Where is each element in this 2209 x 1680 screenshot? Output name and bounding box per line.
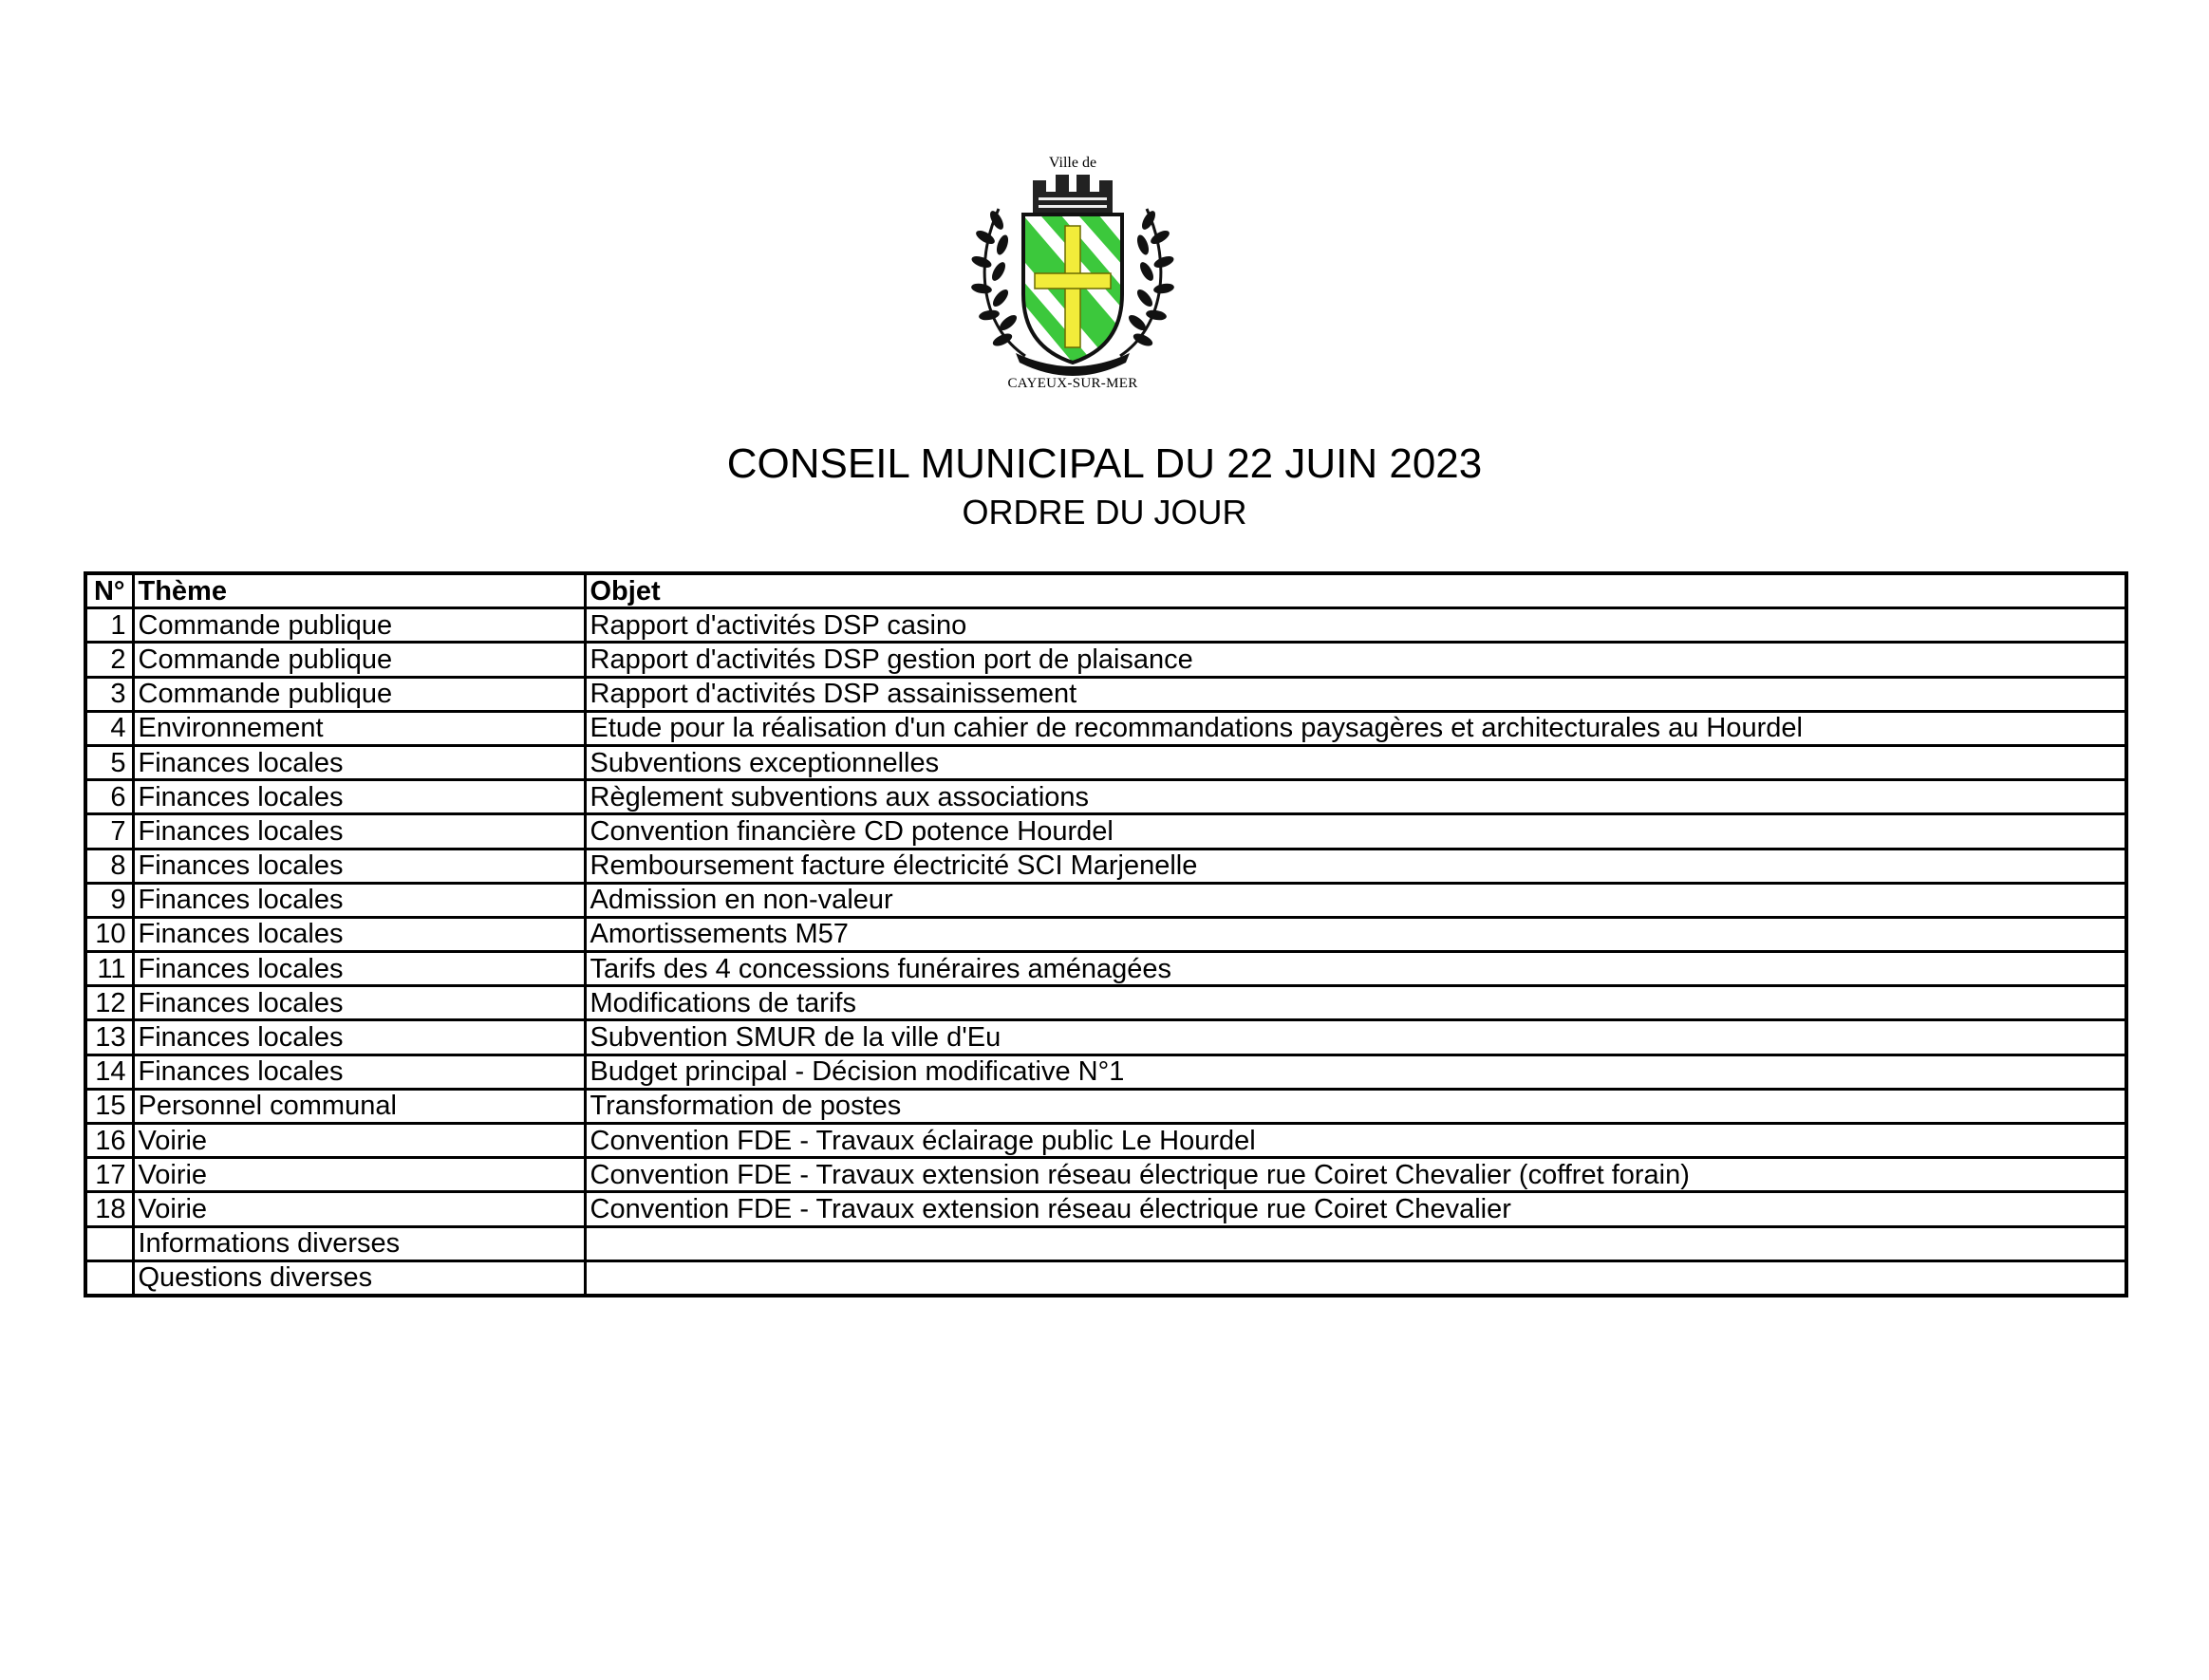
table-row [85,780,2126,814]
table-header-row [85,573,2126,608]
row-number-cell: 13 [85,1020,133,1055]
laurel-left-icon [984,209,1025,356]
laurel-right-leaves [1126,209,1175,348]
row-number-cell: 6 [85,780,133,814]
row-objet-cell: Règlement subventions aux associations [585,780,2126,814]
row-objet-cell: Admission en non-valeur [585,883,2126,917]
row-number-cell: 17 [85,1158,133,1192]
row-number-cell: 5 [85,745,133,779]
row-theme-cell: Voirie [133,1124,585,1158]
row-number-cell: 11 [85,952,133,986]
row-objet-cell: Tarifs des 4 concessions funéraires aménagées [585,952,2126,986]
row-objet-cell: Convention FDE - Travaux éclairage public Le Hourdel [585,1124,2126,1158]
row-objet-cell: Budget principal - Décision modificative N°1 [585,1055,2126,1089]
row-theme-cell: Finances locales [133,1055,585,1089]
table-row [85,849,2126,883]
row-theme-cell: Finances locales [133,883,585,917]
row-number-cell: 10 [85,917,133,951]
column-header-num: N° [85,573,133,608]
row-theme-cell: Finances locales [133,986,585,1020]
table-row [85,1192,2126,1226]
table-row [85,986,2126,1020]
column-header-theme: Thème [133,573,585,608]
row-theme-cell: Commande publique [133,677,585,711]
row-theme-cell: Finances locales [133,1020,585,1055]
row-number-cell [85,1226,133,1260]
row-objet-cell [585,1260,2126,1296]
table-row [85,608,2126,643]
table-row [85,1020,2126,1055]
row-objet-cell: Etude pour la réalisation d'un cahier de recommandations paysagères et architecturales au Hourdel [585,711,2126,745]
row-objet-cell: Convention FDE - Travaux extension réseau électrique rue Coiret Chevalier [585,1192,2126,1226]
row-objet-cell [585,1226,2126,1260]
row-number-cell: 9 [85,883,133,917]
table-row [85,917,2126,951]
row-objet-cell: Subventions exceptionnelles [585,745,2126,779]
table-row [85,1089,2126,1123]
row-number-cell: 12 [85,986,133,1020]
row-number-cell: 8 [85,849,133,883]
row-objet-cell: Rapport d'activités DSP casino [585,608,2126,643]
row-number-cell: 4 [85,711,133,745]
row-theme-cell: Environnement [133,711,585,745]
table-row [85,643,2126,677]
row-objet-cell: Convention FDE - Travaux extension réseau électrique rue Coiret Chevalier (coffret forain) [585,1158,2126,1192]
table-row [85,952,2126,986]
row-objet-cell: Modifications de tarifs [585,986,2126,1020]
row-number-cell: 1 [85,608,133,643]
table-row [85,1260,2126,1296]
row-theme-cell: Commande publique [133,643,585,677]
row-theme-cell: Voirie [133,1192,585,1226]
column-header-objet: Objet [585,573,2126,608]
shield-icon [997,209,1132,370]
row-number-cell: 18 [85,1192,133,1226]
table-row [85,677,2126,711]
row-theme-cell: Commande publique [133,608,585,643]
row-objet-cell: Subvention SMUR de la ville d'Eu [585,1020,2126,1055]
agenda-table-body [85,608,2126,1296]
table-row [85,745,2126,779]
table-row [85,1158,2126,1192]
page-subtitle: ORDRE DU JOUR [962,493,1247,532]
row-objet-cell: Transformation de postes [585,1089,2126,1123]
row-number-cell: 16 [85,1124,133,1158]
table-row [85,814,2126,849]
row-theme-cell: Finances locales [133,849,585,883]
row-theme-cell: Questions diverses [133,1260,585,1296]
row-objet-cell: Rapport d'activités DSP gestion port de plaisance [585,643,2126,677]
table-row [85,1226,2126,1260]
row-number-cell: 3 [85,677,133,711]
row-theme-cell: Voirie [133,1158,585,1192]
crest-top-text: Ville de [1048,155,1097,171]
row-theme-cell: Informations diverses [133,1226,585,1260]
row-number-cell: 14 [85,1055,133,1089]
laurel-right-icon [1120,209,1161,356]
row-theme-cell: Finances locales [133,780,585,814]
page-title: CONSEIL MUNICIPAL DU 22 JUIN 2023 [726,440,1483,487]
coat-of-arms-logo [959,152,1187,399]
row-theme-cell: Finances locales [133,952,585,986]
row-number-cell: 7 [85,814,133,849]
row-number-cell: 2 [85,643,133,677]
row-theme-cell: Finances locales [133,745,585,779]
crest-bottom-text: CAYEUX-SUR-MER [1007,376,1138,391]
row-number-cell: 15 [85,1089,133,1123]
row-objet-cell: Remboursement facture électricité SCI Marjenelle [585,849,2126,883]
row-objet-cell: Amortissements M57 [585,917,2126,951]
agenda-table [84,571,2128,1297]
row-theme-cell: Finances locales [133,917,585,951]
row-theme-cell: Personnel communal [133,1089,585,1123]
laurel-left-leaves [970,209,1020,348]
row-objet-cell: Convention financière CD potence Hourdel [585,814,2126,849]
row-objet-cell: Rapport d'activités DSP assainissement [585,677,2126,711]
row-number-cell [85,1260,133,1296]
table-row [85,1124,2126,1158]
table-row [85,1055,2126,1089]
row-theme-cell: Finances locales [133,814,585,849]
table-row [85,711,2126,745]
mural-crown-icon [1033,175,1113,213]
table-row [85,883,2126,917]
